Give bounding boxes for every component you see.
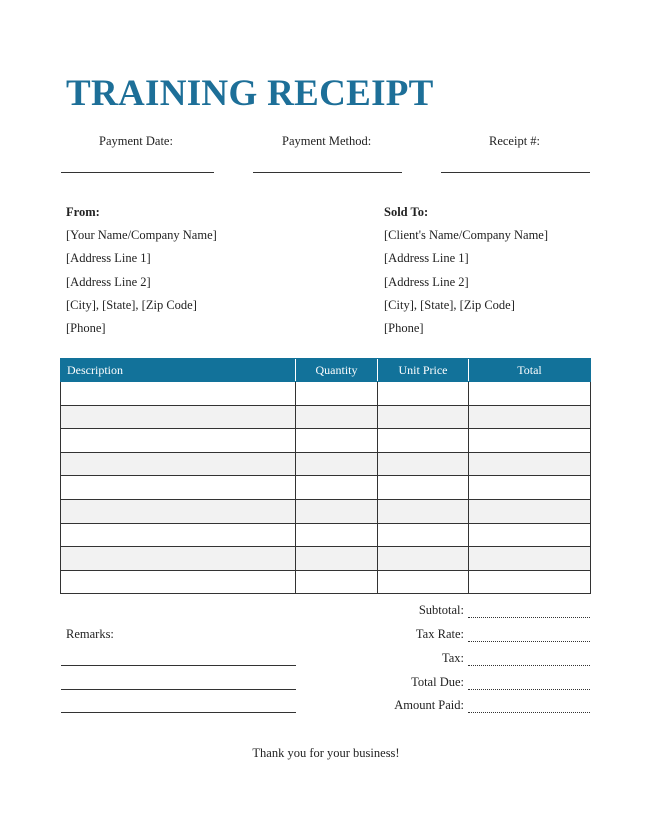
remarks-label: Remarks: <box>66 627 114 641</box>
column-description: Description <box>61 359 296 382</box>
quantity-cell[interactable] <box>296 523 378 547</box>
total-cell[interactable] <box>469 547 591 571</box>
unit-price-cell[interactable] <box>378 429 469 453</box>
amount-paid-label: Amount Paid: <box>394 698 464 712</box>
sold-to-heading: Sold To: <box>384 205 429 219</box>
total-cell[interactable] <box>469 452 591 476</box>
description-cell[interactable] <box>61 382 296 406</box>
client-phone[interactable]: [Phone] <box>384 321 424 336</box>
remarks-line-3[interactable] <box>61 712 296 713</box>
quantity-cell[interactable] <box>296 405 378 429</box>
subtotal-field[interactable] <box>468 617 590 618</box>
sold-to-block <box>384 205 548 344</box>
total-due-label: Total Due: <box>411 675 464 689</box>
tax-rate-field[interactable] <box>468 641 590 642</box>
total-cell[interactable] <box>469 523 591 547</box>
unit-price-cell[interactable] <box>378 523 469 547</box>
unit-price-cell[interactable] <box>378 405 469 429</box>
quantity-cell[interactable] <box>296 382 378 406</box>
table-row <box>61 476 591 500</box>
subtotal-label: Subtotal: <box>418 603 464 617</box>
quantity-cell[interactable] <box>296 429 378 453</box>
unit-price-cell[interactable] <box>378 499 469 523</box>
description-cell[interactable] <box>61 523 296 547</box>
total-cell[interactable] <box>469 499 591 523</box>
total-cell[interactable] <box>469 429 591 453</box>
description-cell[interactable] <box>61 547 296 571</box>
quantity-cell[interactable] <box>296 547 378 571</box>
from-city-state-zip[interactable]: [City], [State], [Zip Code] <box>66 297 197 312</box>
receipt-number-label: Receipt #: <box>489 134 541 148</box>
from-phone[interactable]: [Phone] <box>66 321 106 336</box>
table-row <box>61 452 591 476</box>
quantity-cell[interactable] <box>296 476 378 500</box>
quantity-cell[interactable] <box>296 570 378 594</box>
client-name[interactable]: [Client's Name/Company Name] <box>384 228 549 242</box>
tax-rate-label: Tax Rate: <box>415 627 464 641</box>
description-cell[interactable] <box>61 405 296 429</box>
receipt-title: TRAINING RECEIPT <box>66 73 434 114</box>
client-city-state-zip[interactable]: [City], [State], [Zip Code] <box>384 297 515 312</box>
amount-paid-field[interactable] <box>468 712 590 713</box>
tax-field[interactable] <box>468 665 590 666</box>
from-address-line-1[interactable]: [Address Line 1] <box>66 251 151 266</box>
column-quantity: Quantity <box>296 359 378 382</box>
column-unit-price: Unit Price <box>378 359 469 382</box>
payment-method-field[interactable] <box>253 172 402 173</box>
table-row <box>61 382 591 406</box>
total-cell[interactable] <box>469 476 591 500</box>
total-cell[interactable] <box>469 382 591 406</box>
payment-method-label: Payment Method: <box>282 134 372 148</box>
client-address-line-2[interactable]: [Address Line 2] <box>384 274 469 289</box>
payment-date-field[interactable] <box>61 172 214 173</box>
from-heading: From: <box>66 205 100 219</box>
quantity-cell[interactable] <box>296 452 378 476</box>
table-row <box>61 405 591 429</box>
total-due-field[interactable] <box>468 689 590 690</box>
table-row <box>61 547 591 571</box>
unit-price-cell[interactable] <box>378 452 469 476</box>
receipt-number-field[interactable] <box>441 172 590 173</box>
description-cell[interactable] <box>61 452 296 476</box>
tax-label: Tax: <box>441 651 464 665</box>
payment-date-label: Payment Date: <box>99 134 173 148</box>
description-cell[interactable] <box>61 499 296 523</box>
total-cell[interactable] <box>469 405 591 429</box>
table-row <box>61 570 591 594</box>
table-row <box>61 523 591 547</box>
items-table <box>60 358 591 594</box>
quantity-cell[interactable] <box>296 499 378 523</box>
column-total: Total <box>469 359 591 382</box>
unit-price-cell[interactable] <box>378 476 469 500</box>
items-table-body <box>61 382 591 594</box>
remarks-line-1[interactable] <box>61 665 296 666</box>
description-cell[interactable] <box>61 476 296 500</box>
from-address-line-2[interactable]: [Address Line 2] <box>66 274 151 289</box>
client-address-line-1[interactable]: [Address Line 1] <box>384 251 469 266</box>
remarks-line-2[interactable] <box>61 689 296 690</box>
thank-you-note: Thank you for your business! <box>252 746 400 760</box>
table-row <box>61 499 591 523</box>
from-name[interactable]: [Your Name/Company Name] <box>66 228 217 242</box>
unit-price-cell[interactable] <box>378 570 469 594</box>
items-table-header <box>61 359 591 382</box>
description-cell[interactable] <box>61 429 296 453</box>
table-row <box>61 429 591 453</box>
unit-price-cell[interactable] <box>378 382 469 406</box>
unit-price-cell[interactable] <box>378 547 469 571</box>
from-block <box>66 205 217 344</box>
total-cell[interactable] <box>469 570 591 594</box>
description-cell[interactable] <box>61 570 296 594</box>
